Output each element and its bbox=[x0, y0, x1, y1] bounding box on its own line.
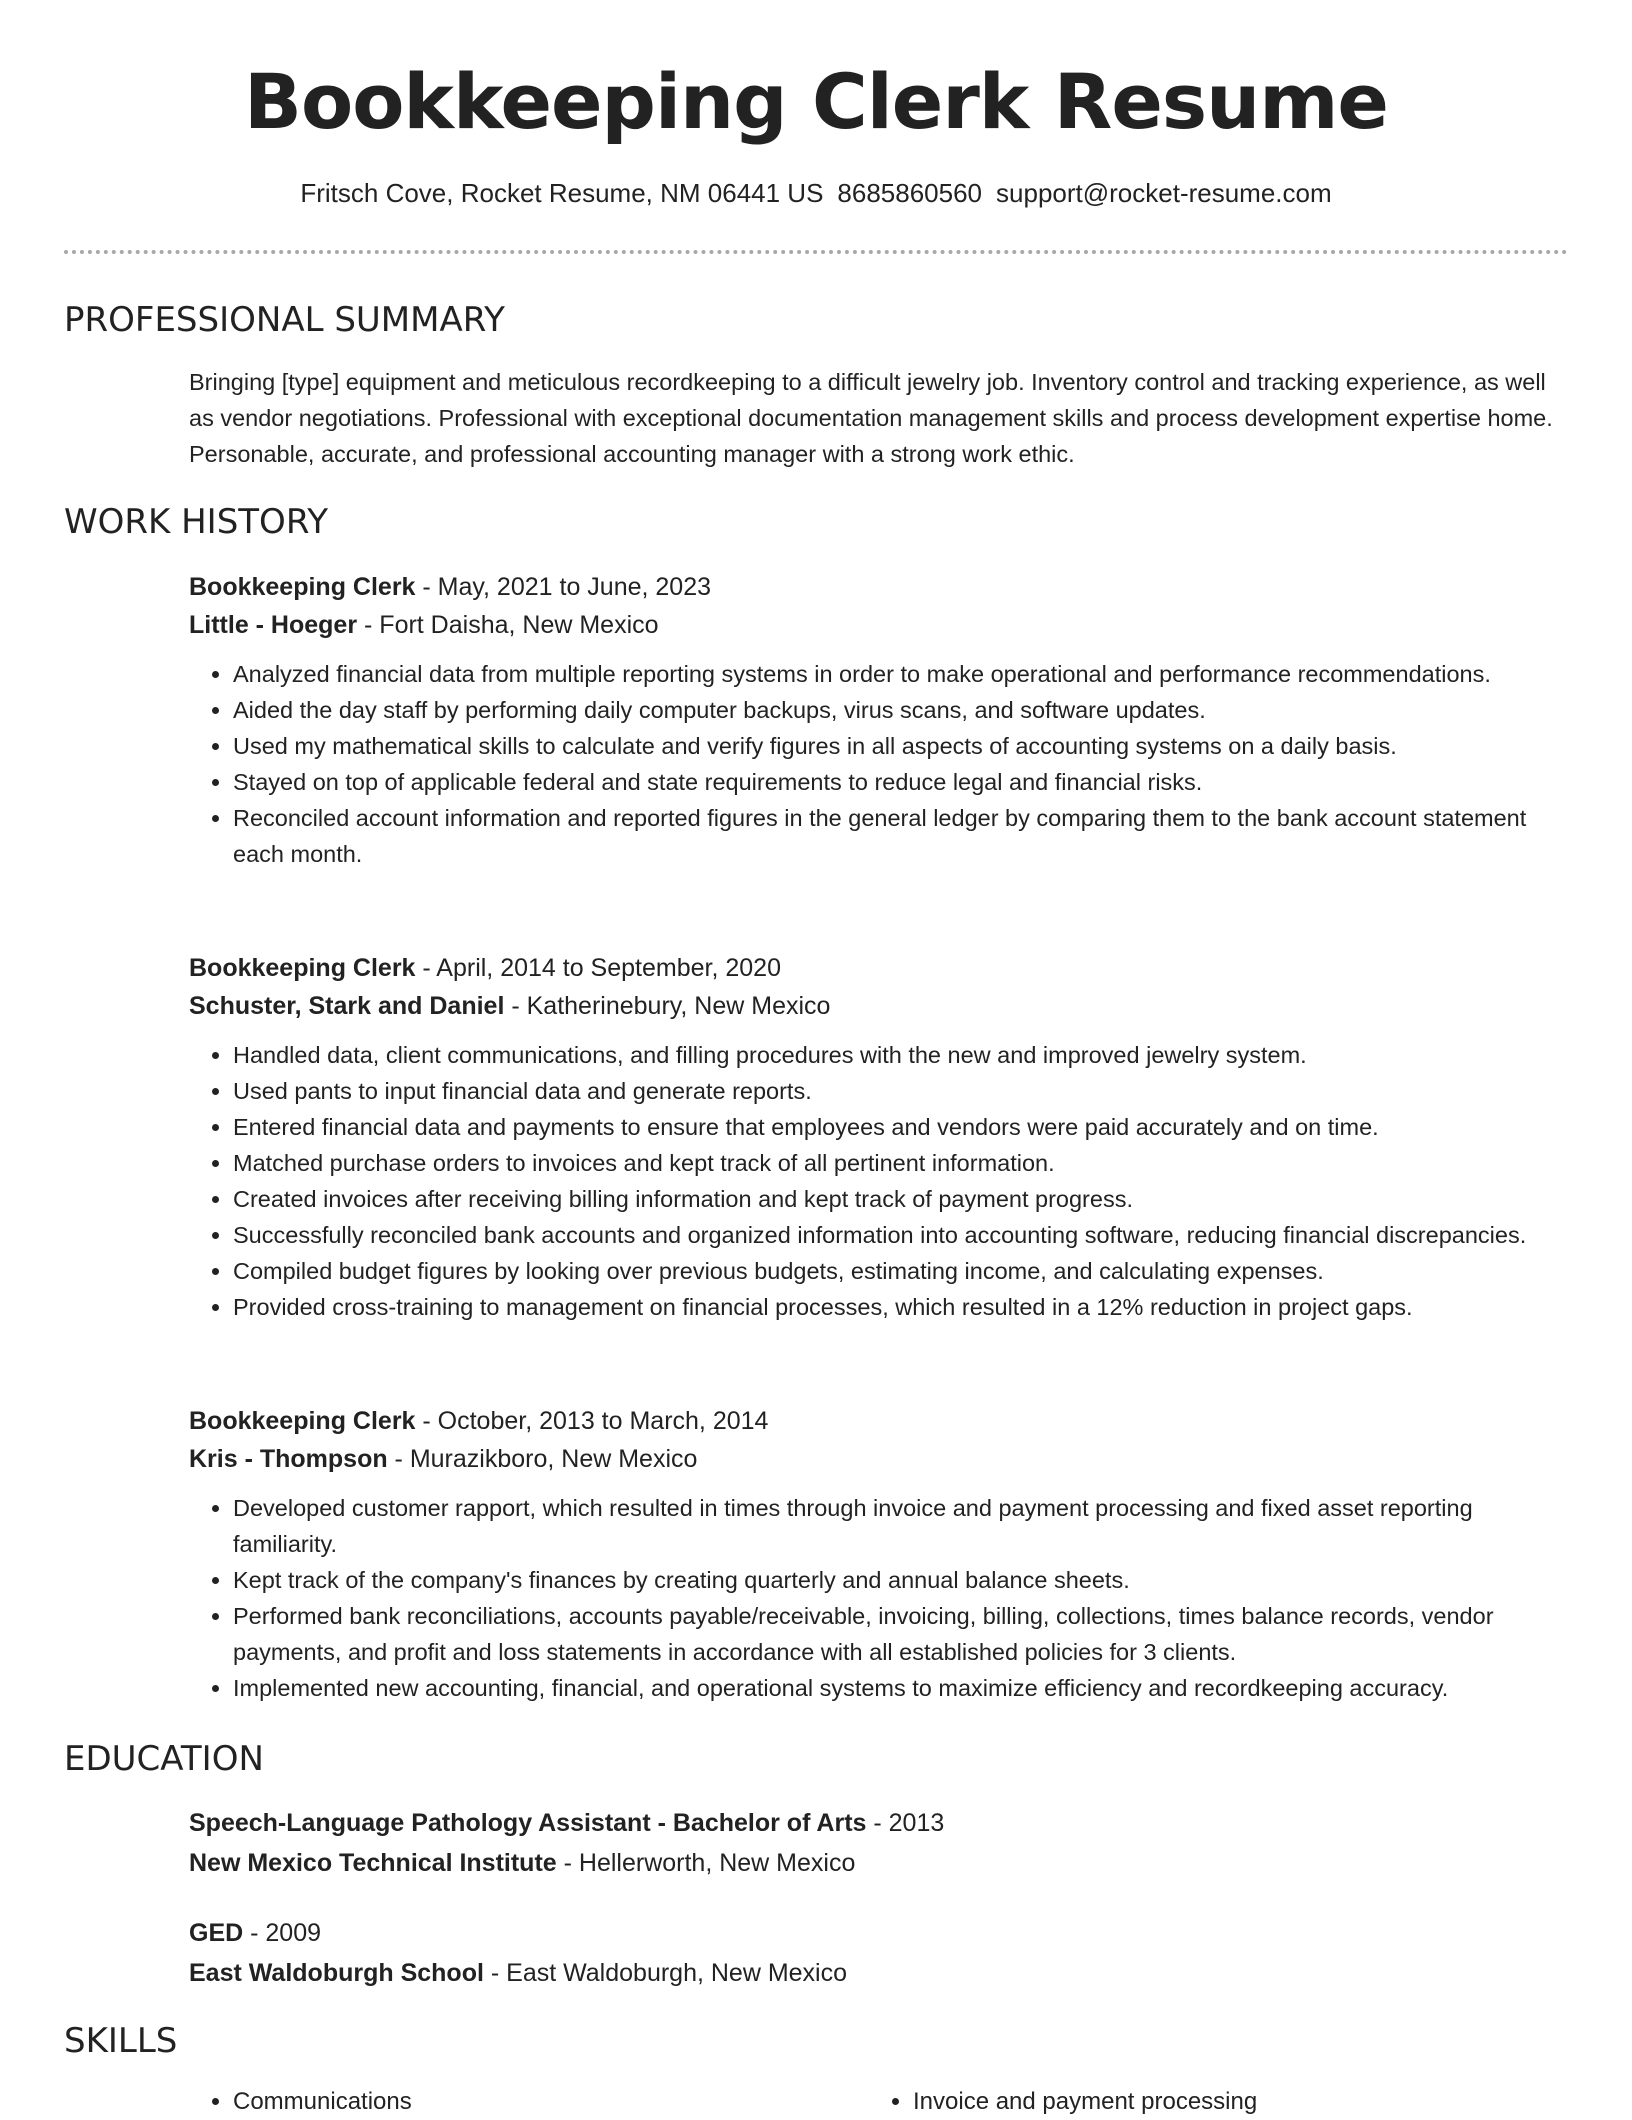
job-title: Bookkeeping Clerk bbox=[189, 954, 416, 982]
list-item: • Successfully reconciled bank accounts and organized information into accounting software, reducing financial discrepancies. bbox=[233, 1217, 1559, 1253]
job-dates: - April, 2014 to September, 2020 bbox=[415, 954, 781, 982]
school: East Waldoburgh School bbox=[189, 1959, 484, 1987]
list-item: • Used pants to input financial data and generate reports. bbox=[233, 1073, 1559, 1109]
degree: Speech-Language Pathology Assistant - Bachelor of Arts bbox=[189, 1809, 867, 1837]
page-title: Bookkeeping Clerk Resume bbox=[244, 57, 1388, 146]
list-item: • Analyzed financial data from multiple reporting systems in order to make operational and performance recommendations. bbox=[233, 656, 1559, 692]
job-entry bbox=[189, 1402, 1559, 1706]
degree-line bbox=[189, 1914, 1559, 1952]
list-item: • Reconciled account information and reported figures in the general ledger by comparing them to the bank account statement each month. bbox=[233, 800, 1559, 872]
section-heading-summary: PROFESSIONAL SUMMARY bbox=[64, 300, 505, 340]
section-heading-work: WORK HISTORY bbox=[64, 502, 329, 542]
school-line bbox=[189, 1844, 1559, 1882]
job-title: Bookkeeping Clerk bbox=[189, 573, 416, 601]
job-title-line bbox=[189, 1402, 1559, 1440]
job-company: Kris - Thompson bbox=[189, 1445, 388, 1473]
job-title-line bbox=[189, 949, 1559, 987]
contact-phone: 8685860560 bbox=[837, 178, 983, 208]
degree-year: - 2013 bbox=[866, 1809, 945, 1837]
list-item: • Entered financial data and payments to ensure that employees and vendors were paid accurately and on time. bbox=[233, 1109, 1559, 1145]
list-item: • Aided the day staff by performing daily computer backups, virus scans, and software updates. bbox=[233, 692, 1559, 728]
education-entry bbox=[189, 1804, 1559, 1882]
contact-email: support@rocket-resume.com bbox=[996, 178, 1332, 208]
list-item: • Handled data, client communications, and filling procedures with the new and improved jewelry system. bbox=[233, 1037, 1559, 1073]
job-company: Schuster, Stark and Daniel bbox=[189, 992, 505, 1020]
job-entry bbox=[189, 568, 1559, 872]
list-item: • Implemented new accounting, financial, and operational systems to maximize efficiency and recordkeeping accuracy. bbox=[233, 1670, 1559, 1706]
section-heading-skills: SKILLS bbox=[64, 2021, 178, 2061]
list-item: • Provided cross-training to management on financial processes, which resulted in a 12% reduction in project gaps. bbox=[233, 1289, 1559, 1325]
school-line bbox=[189, 1954, 1559, 1992]
job-location: - Katherinebury, New Mexico bbox=[504, 992, 831, 1020]
job-bullets bbox=[189, 1037, 1559, 1325]
contact-address: Fritsch Cove, Rocket Resume, NM 06441 US bbox=[300, 178, 824, 208]
school-location: - Hellerworth, New Mexico bbox=[556, 1849, 856, 1877]
skills-list bbox=[189, 2084, 1559, 2120]
job-company-line bbox=[189, 987, 1559, 1025]
school: New Mexico Technical Institute bbox=[189, 1849, 557, 1877]
resume-header bbox=[64, 52, 1568, 210]
contact-line bbox=[64, 176, 1568, 210]
job-bullets bbox=[189, 656, 1559, 872]
job-dates: - October, 2013 to March, 2014 bbox=[415, 1407, 769, 1435]
list-item: • Compiled budget figures by looking over previous budgets, estimating income, and calculating expenses. bbox=[233, 1253, 1559, 1289]
degree-year: - 2009 bbox=[243, 1919, 322, 1947]
list-item: • Used my mathematical skills to calculate and verify figures in all aspects of accounting systems on a daily basis. bbox=[233, 728, 1559, 764]
job-location: - Murazikboro, New Mexico bbox=[387, 1445, 698, 1473]
job-entry bbox=[189, 949, 1559, 1325]
summary-text: Bringing [type] equipment and meticulous recordkeeping to a difficult jewelry job. Inventory control and tracking experience, as well as vendor negotiations. Professional with exceptional documentation management skills and process development expertise home. Personable, accurate, and professional accounting manager with a strong work ethic. bbox=[189, 369, 1553, 467]
list-item: • Kept track of the company's finances by creating quarterly and annual balance sheets. bbox=[233, 1562, 1559, 1598]
list-item: • Stayed on top of applicable federal and state requirements to reduce legal and financial risks. bbox=[233, 764, 1559, 800]
list-item: • Communications bbox=[233, 2084, 913, 2120]
job-location: - Fort Daisha, New Mexico bbox=[357, 611, 659, 639]
degree-line bbox=[189, 1804, 1559, 1842]
school-location: - East Waldoburgh, New Mexico bbox=[483, 1959, 848, 1987]
list-item: • Matched purchase orders to invoices and kept track of all pertinent information. bbox=[233, 1145, 1559, 1181]
job-title-line bbox=[189, 568, 1559, 606]
section-heading-education: EDUCATION bbox=[64, 1739, 264, 1779]
list-item: • Developed customer rapport, which resulted in times through invoice and payment processing and fixed asset reporting familiarity. bbox=[233, 1490, 1559, 1562]
list-item: • Performed bank reconciliations, accounts payable/receivable, invoicing, billing, collections, times balance records, vendor payments, and profit and loss statements in accordance with all established policies for 3 clients. bbox=[233, 1598, 1559, 1670]
list-item: • Created invoices after receiving billing information and kept track of payment progress. bbox=[233, 1181, 1559, 1217]
header-divider bbox=[64, 250, 1568, 254]
job-bullets bbox=[189, 1490, 1559, 1706]
job-company-line bbox=[189, 606, 1559, 644]
job-title: Bookkeeping Clerk bbox=[189, 1407, 416, 1435]
list-item: • Invoice and payment processing bbox=[913, 2084, 1593, 2120]
job-company: Little - Hoeger bbox=[189, 611, 358, 639]
degree: GED bbox=[189, 1919, 244, 1947]
education-entry bbox=[189, 1914, 1559, 1992]
job-company-line bbox=[189, 1440, 1559, 1478]
job-dates: - May, 2021 to June, 2023 bbox=[415, 573, 712, 601]
